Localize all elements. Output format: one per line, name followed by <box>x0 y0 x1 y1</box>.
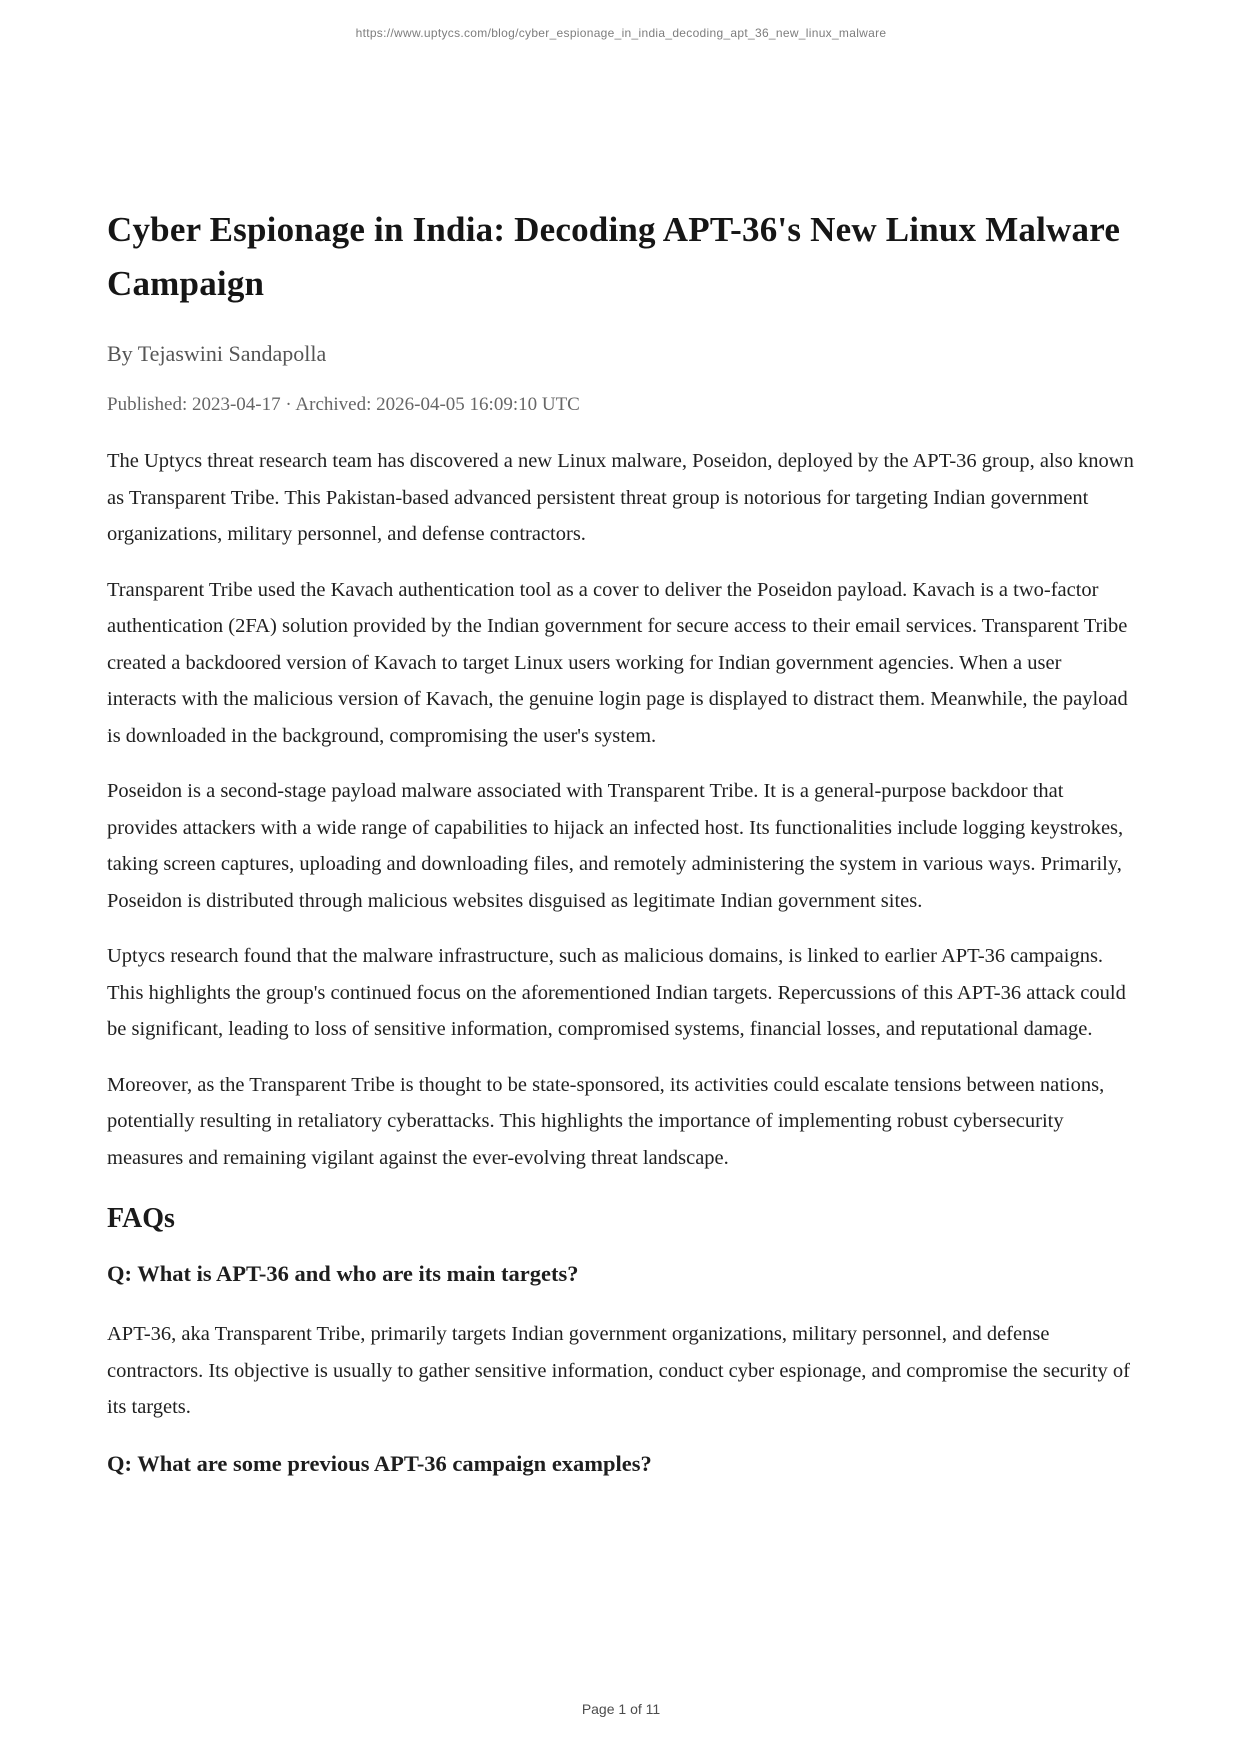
faq-question: Q: What are some previous APT-36 campaign examples? <box>107 1450 652 1476</box>
faq-section-heading: FAQs <box>107 1203 175 1234</box>
article-byline: By Tejaswini Sandapolla <box>107 341 327 366</box>
article-content <box>107 0 1135 1480</box>
faq-answer: APT-36, aka Transparent Tribe, primarily targets Indian government organizations, military personnel, and defense contractors. Its objective is usually to gather sensitive information, conduct cyber espionage, and compromise the security of its targets. <box>107 1323 1130 1418</box>
article-title: Cyber Espionage in India: Decoding APT-36's New Linux Malware Campaign <box>107 210 1121 303</box>
article-paragraph: The Uptycs threat research team has discovered a new Linux malware, Poseidon, deployed by the APT-36 group, also known as Transparent Tribe. This Pakistan-based advanced persistent threat group is notorious for targeting Indian government organizations, military personnel, and defense contractors. <box>107 450 1134 545</box>
article-meta-published-archived: Published: 2023-04-17 · Archived: 2026-04-05 16:09:10 UTC <box>107 394 580 415</box>
article-paragraph: Moreover, as the Transparent Tribe is thought to be state-sponsored, its activities could escalate tensions between nations, potentially resulting in retaliatory cyberattacks. This highlights the importance of implementing robust cybersecurity measures and remaining vigilant against the ever-evolving threat landscape. <box>107 1073 1105 1169</box>
article-paragraph: Poseidon is a second-stage payload malware associated with Transparent Tribe. It is a general-purpose backdoor that provides attackers with a wide range of capabilities to hijack an infected host. Its functionalities include logging keystrokes, taking screen captures, uploading and downloading files, and remotely administering the system in various ways. Primarily, Poseidon is distributed through malicious websites disguised as legitimate Indian government sites. <box>107 780 1124 912</box>
page-number: Page 1 of 11 <box>581 1701 661 1717</box>
article-paragraph: Transparent Tribe used the Kavach authentication tool as a cover to deliver the Poseidon payload. Kavach is a two-factor authentication (2FA) solution provided by the Indian government for secure access to their email services. Transparent Tribe created a backdoored version of Kavach to target Linux users working for Indian government agencies. When a user interacts with the malicious version of Kavach, the genuine login page is displayed to distract them. Meanwhile, the payload is downloaded in the background, compromising the user's system. <box>107 578 1128 747</box>
page-header-url: https://www.uptycs.com/blog/cyber_espionage_in_india_decoding_apt_36_new_linux_malware <box>355 26 887 40</box>
article-paragraph: Uptycs research found that the malware infrastructure, such as malicious domains, is linked to earlier APT-36 campaigns. This highlights the group's continued focus on the aforementioned Indian targets. Repercussions of this APT-36 attack could be significant, leading to loss of sensitive information, compromised systems, financial losses, and reputational damage. <box>107 945 1126 1040</box>
faq-question: Q: What is APT-36 and who are its main targets? <box>107 1261 579 1286</box>
